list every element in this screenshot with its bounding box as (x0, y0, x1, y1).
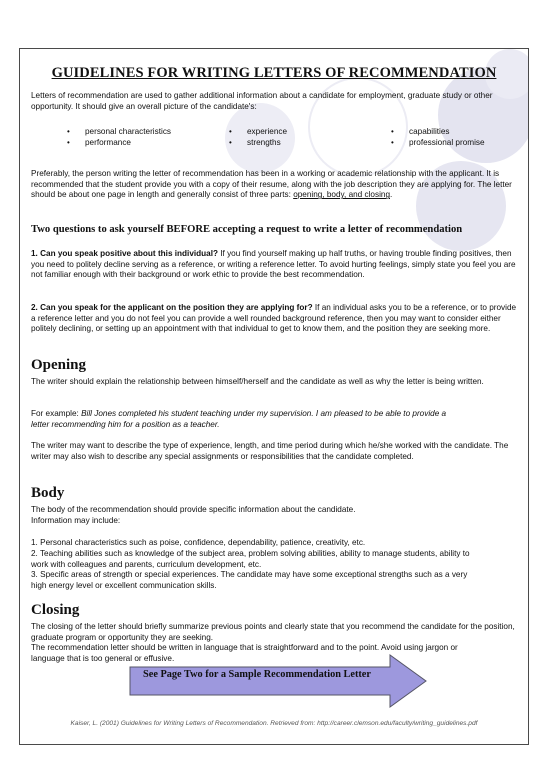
questions-heading: Two questions to ask yourself BEFORE accepting a request to write a letter of recommendation (31, 224, 463, 235)
question-1-paragraph (31, 249, 519, 281)
opening-paragraph-1: The writer should explain the relationship between himself/herself and the candidate as well as why the letter is being written. (31, 377, 484, 386)
example-label: For example: (31, 409, 82, 418)
page-content (20, 49, 528, 744)
question-1-title: 1. Can you speak positive about this individual? (31, 249, 218, 258)
closing-heading: Closing (31, 602, 80, 618)
see-page-two-label: See Page Two for a Sample Recommendation Letter (143, 669, 371, 680)
question-2-paragraph (31, 303, 519, 335)
question-2-title: 2. Can you speak for the applicant on the position they are applying for? (31, 303, 313, 312)
closing-paragraph-1: The closing of the letter should briefly summarize previous points and clearly state that you recommend the candidate for the position, graduate program or opportunity they are seeking. (31, 622, 515, 642)
arrow-shape (130, 655, 426, 707)
preferably-end: . (390, 190, 393, 200)
body-paragraph-2: Information may include: (31, 516, 121, 525)
question-1-text: If you find yourself making up half truths, or having trouble finding positives, then you need to politely decline serving as a reference, or writing a reference letter. To avoid hurting feelings, simply state you feel you are not familiar enough with their background or work ethic to provide the best recommendation. (31, 249, 516, 280)
document-page (19, 48, 529, 745)
body-paragraph-1: The body of the recommendation should provide specific information about the candidate. (31, 505, 356, 514)
bullet-item: • professional promise (409, 137, 485, 148)
bullet-list (20, 126, 528, 152)
bullet-item: • experience (247, 126, 287, 137)
bullet-item: • personal characteristics (85, 126, 171, 137)
page-title: GUIDELINES FOR WRITING LETTERS OF RECOMMENDATION (51, 65, 497, 81)
see-page-two-arrow (128, 653, 428, 709)
preferably-paragraph (31, 169, 519, 201)
three-parts-text: opening, body, and closing (293, 190, 390, 200)
citation: Kaiser, L. (2001) Guidelines for Writing Letters of Recommendation. Retrieved from: http://career.clemson.edu/faculty/writing_guidelines.pdf (70, 720, 478, 727)
body-item-1: 1. Personal characteristics such as poise, confidence, dependability, patience, creativity, etc. (31, 538, 366, 547)
opening-paragraph-2: The writer may want to describe the type of experience, length, and time period during which he/she worked with the candidate. The writer may also wish to describe any special assignments or responsibilities that the candidate completed. (31, 441, 509, 461)
preferably-text: Preferably, the person writing the letter of recommendation has been in a working or academic relationship with the applicant. It is recommended that the student provide you with a copy of their resume, along with the job description they are applying for. The letter should be about one page in length and generally consist of three parts: (31, 169, 512, 200)
body-item-3: 3. Specific areas of strength or special experiences. The candidate may have some exceptional strengths such as a very high energy level or excellent communication skills. (31, 570, 468, 590)
question-2-text: If an individual asks you to be a reference, or to provide a reference letter and you do not feel you can provide a well rounded background reference, then you may want to consider either politely declining, or setting up an appointment with that individual to get to know them, and the position they are seeking more. (31, 303, 517, 334)
bullet-item: • strengths (247, 137, 281, 148)
bullet-item: • performance (85, 137, 131, 148)
intro-paragraph: Letters of recommendation are used to gather additional information about a candidate for employment, graduate study or other opportunity. It should give an overall picture of the candidate's: (31, 91, 493, 111)
opening-example (31, 409, 451, 430)
closing-paragraph-2: The recommendation letter should be written in language that is straightforward and to the point. Avoid using jargon or language that is too general or effusive. (31, 643, 458, 663)
bullet-item: • capabilities (409, 126, 450, 137)
opening-heading: Opening (31, 357, 87, 373)
body-item-2: 2. Teaching abilities such as knowledge of the subject area, problem solving abilities, ability to manage students, ability to work with colleagues and parents, curriculum development, etc. (31, 549, 470, 569)
example-text: Bill Jones completed his student teaching under my supervision. I am pleased to be able to provide a letter recommending him for a position as a teacher. (31, 409, 447, 429)
body-heading: Body (31, 485, 65, 501)
